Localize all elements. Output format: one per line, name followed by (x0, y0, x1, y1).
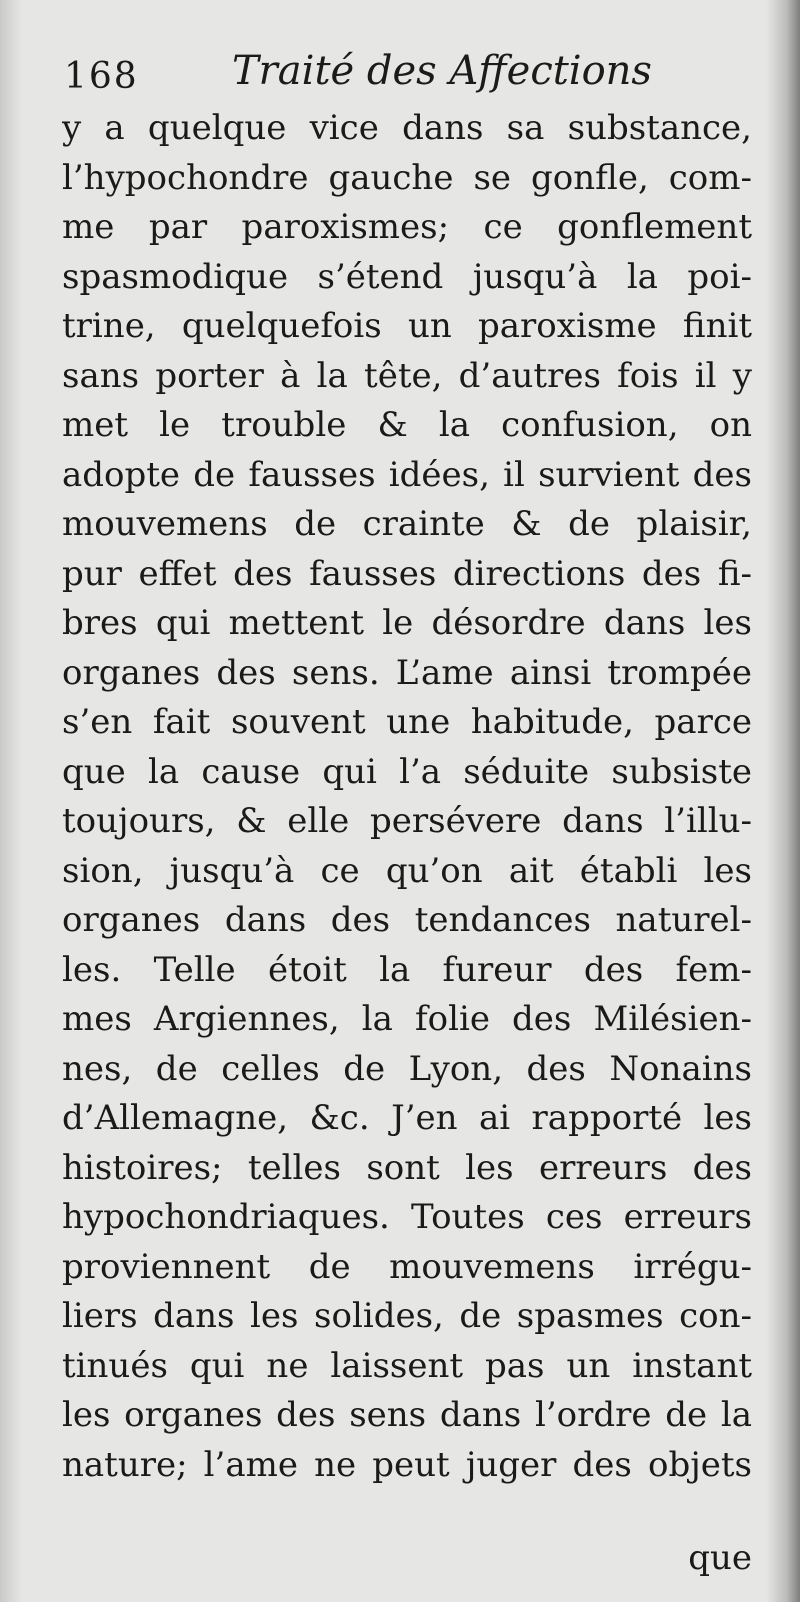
text-line: trine, quelquefois un paroxisme finit (62, 306, 752, 346)
text-line: met le trouble & la confusion, on (62, 405, 752, 445)
edge-shadow (766, 0, 800, 1602)
text-line: mouvemens de crainte & de plaisir, (62, 504, 752, 544)
text-line: l’hypochondre gauche se gonfle, com- (62, 157, 752, 198)
text-line: organes dans des tendances naturel- (62, 900, 752, 940)
text-line: nes, de celles de Lyon, des Nonains (62, 1048, 752, 1089)
text-line: que la cause qui l’a séduite subsiste (62, 751, 752, 792)
text-line: d’Allemagne, &c. J’en ai rapporté les (62, 1098, 752, 1138)
gutter-shadow (0, 0, 22, 1602)
text-line: histoires; telles sont les erreurs des (62, 1147, 752, 1188)
body-text (62, 104, 752, 1490)
text-line: toujours, & elle persévere dans l’illu- (62, 801, 752, 841)
running-title: Traité des Affections (232, 48, 652, 94)
text-line: mes Argiennes, la folie des Milésien- (62, 999, 752, 1039)
page-number: 168 (64, 56, 139, 97)
text-line: sans porter à la tête, d’autres fois il y (62, 355, 752, 396)
text-line: spasmodique s’étend jusqu’à la poi- (62, 256, 752, 297)
text-line: les. Telle étoit la fureur des fem- (62, 949, 752, 990)
text-line: pur effet des fausses directions des fi- (62, 553, 752, 594)
text-line: liers dans les solides, de spasmes con- (62, 1296, 752, 1336)
text-line: adopte de fausses idées, il survient des (62, 454, 752, 495)
text-line: y a quelque vice dans sa substance, (62, 108, 752, 148)
text-line: me par paroxismes; ce gonflement (62, 207, 752, 247)
text-line: sion, jusqu’à ce qu’on ait établi les (62, 850, 752, 891)
text-line: proviennent de mouvemens irrégu- (62, 1246, 752, 1287)
text-line: hypochondriaques. Toutes ces erreurs (62, 1197, 752, 1237)
text-line: organes des sens. L’ame ainsi trompée (62, 652, 752, 693)
text-line: nature; l’ame ne peut juger des objets (62, 1444, 752, 1485)
text-line: les organes des sens dans l’ordre de la (62, 1395, 752, 1435)
text-line: bres qui mettent le désordre dans les (62, 603, 752, 643)
catchword: que (688, 1538, 752, 1578)
page-header (64, 48, 754, 104)
text-line: s’en fait souvent une habitude, parce (62, 702, 752, 742)
text-line: tinués qui ne laissent pas un instant (62, 1345, 752, 1386)
